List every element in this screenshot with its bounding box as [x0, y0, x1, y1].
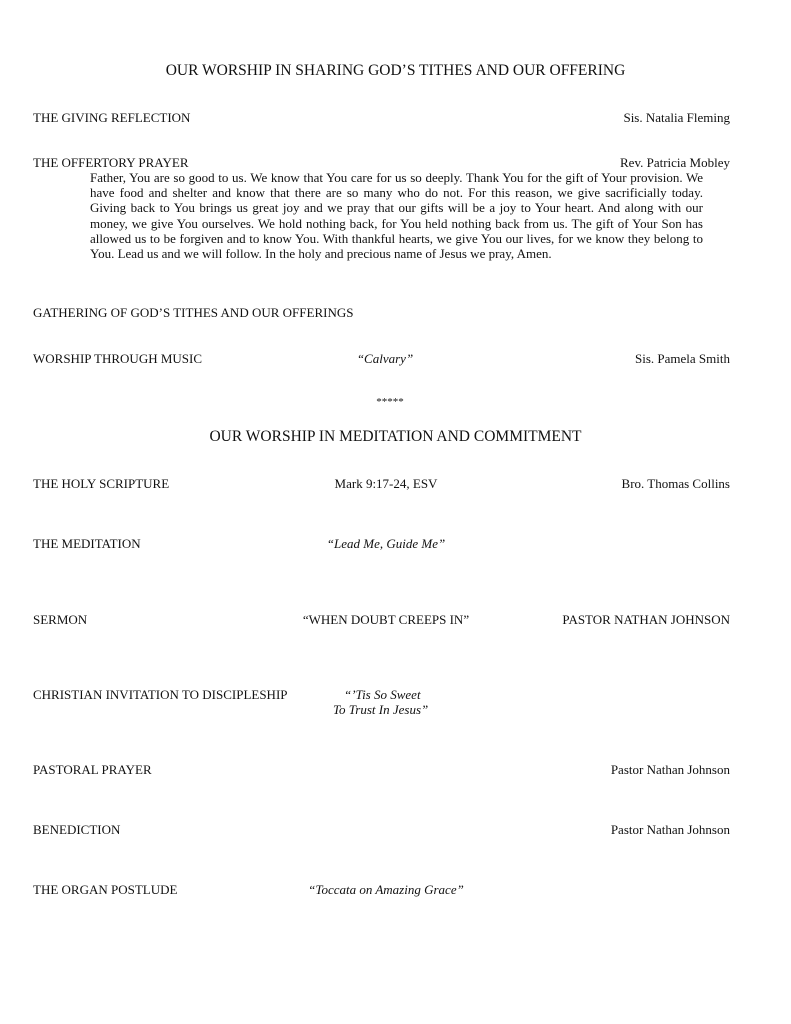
- meditation-title: “Lead Me, Guide Me”: [326, 536, 446, 551]
- offertory-prayer-text: Father, You are so good to us. We know that You care for us so deeply. Thank You for the gift of Your provision. We have food and shelter and know that there are so many who do not. For this reason, we give sacrificially today. Giving back to You brings us great joy and we pray that our gifts will be a joy to Your heart. And along with our money, we give You ourselves. We hold nothing back, for You held nothing back from us. The gift of Your Son has allowed us to be forgiven and to know You. With thankful hearts, we give You our lives, for we know they belong to You. Lead us and we will follow. In the holy and precious name of Jesus we pray, Amen.: [90, 170, 703, 262]
- offertory-prayer-person: Rev. Patricia Mobley: [620, 155, 730, 170]
- invitation-title-line1: “’Tis So Sweet: [344, 687, 421, 702]
- invitation-title-line2: To Trust In Jesus”: [333, 702, 429, 717]
- offertory-prayer-label: THE OFFERTORY PRAYER: [33, 155, 189, 170]
- scripture-label: THE HOLY SCRIPTURE: [33, 476, 170, 491]
- giving-reflection-label: THE GIVING REFLECTION: [33, 110, 191, 125]
- music-person: Sis. Pamela Smith: [635, 351, 730, 366]
- benediction-person: Pastor Nathan Johnson: [610, 822, 730, 837]
- pastoral-prayer-person: Pastor Nathan Johnson: [610, 762, 730, 777]
- sermon-title: “WHEN DOUBT CREEPS IN”: [302, 612, 470, 627]
- sermon-person: PASTOR NATHAN JOHNSON: [562, 612, 730, 627]
- scripture-reference: Mark 9:17-24, ESV: [334, 476, 438, 491]
- section-divider: *****: [376, 396, 404, 408]
- pastoral-prayer-label: PASTORAL PRAYER: [33, 762, 152, 777]
- music-label: WORSHIP THROUGH MUSIC: [33, 351, 203, 366]
- music-title: “Calvary”: [356, 351, 414, 366]
- benediction-label: BENEDICTION: [33, 822, 121, 837]
- postlude-title: “Toccata on Amazing Grace”: [308, 882, 464, 897]
- scripture-person: Bro. Thomas Collins: [621, 476, 730, 491]
- section-title-tithes: OUR WORSHIP IN SHARING GOD’S TITHES AND OUR OFFERING: [165, 62, 626, 79]
- gathering-label: GATHERING OF GOD’S TITHES AND OUR OFFERINGS: [33, 305, 354, 320]
- sermon-label: SERMON: [33, 612, 88, 627]
- meditation-label: THE MEDITATION: [33, 536, 141, 551]
- giving-reflection-person: Sis. Natalia Fleming: [623, 110, 730, 125]
- section-title-meditation: OUR WORSHIP IN MEDITATION AND COMMITMENT: [209, 428, 582, 445]
- invitation-label: CHRISTIAN INVITATION TO DISCIPLESHIP: [33, 687, 288, 702]
- postlude-label: THE ORGAN POSTLUDE: [33, 882, 178, 897]
